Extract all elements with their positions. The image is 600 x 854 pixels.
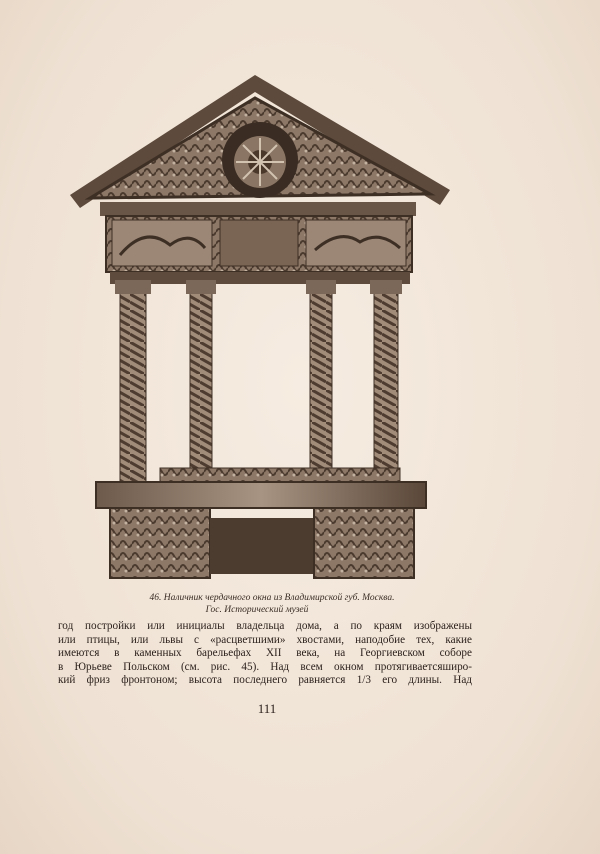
- page-number: 111: [257, 701, 277, 716]
- text-line: имеются в каменных барельефах XII века, на Георгиевском соборе: [58, 647, 472, 660]
- text-line: кий фриз фронтоном; высота последнего равняется 1/3 его длины. Над: [58, 674, 472, 687]
- text-line: в Юрьеве Польском (см. рис. 45). Над всем окном протягиваетсяширо-: [58, 660, 472, 673]
- caption-line-1: 46. Наличник чердачного окна из Владимирской губ. Москва.: [149, 593, 395, 603]
- columns: [115, 280, 402, 494]
- window-sill: [96, 468, 426, 578]
- figure-caption: [112, 592, 432, 616]
- caption-line-2: Гос. Исторический музей: [205, 605, 309, 615]
- text-line: год постройки или инициалы владельца дома, а по краям изображены: [58, 620, 472, 632]
- pediment: [70, 75, 450, 208]
- window-frame-illustration: [60, 70, 460, 590]
- text-line: или птицы, или львы с «расцветшими» хвостами, наподобие тех, какие: [58, 633, 472, 646]
- body-paragraph: [58, 620, 472, 688]
- frieze: [100, 202, 416, 284]
